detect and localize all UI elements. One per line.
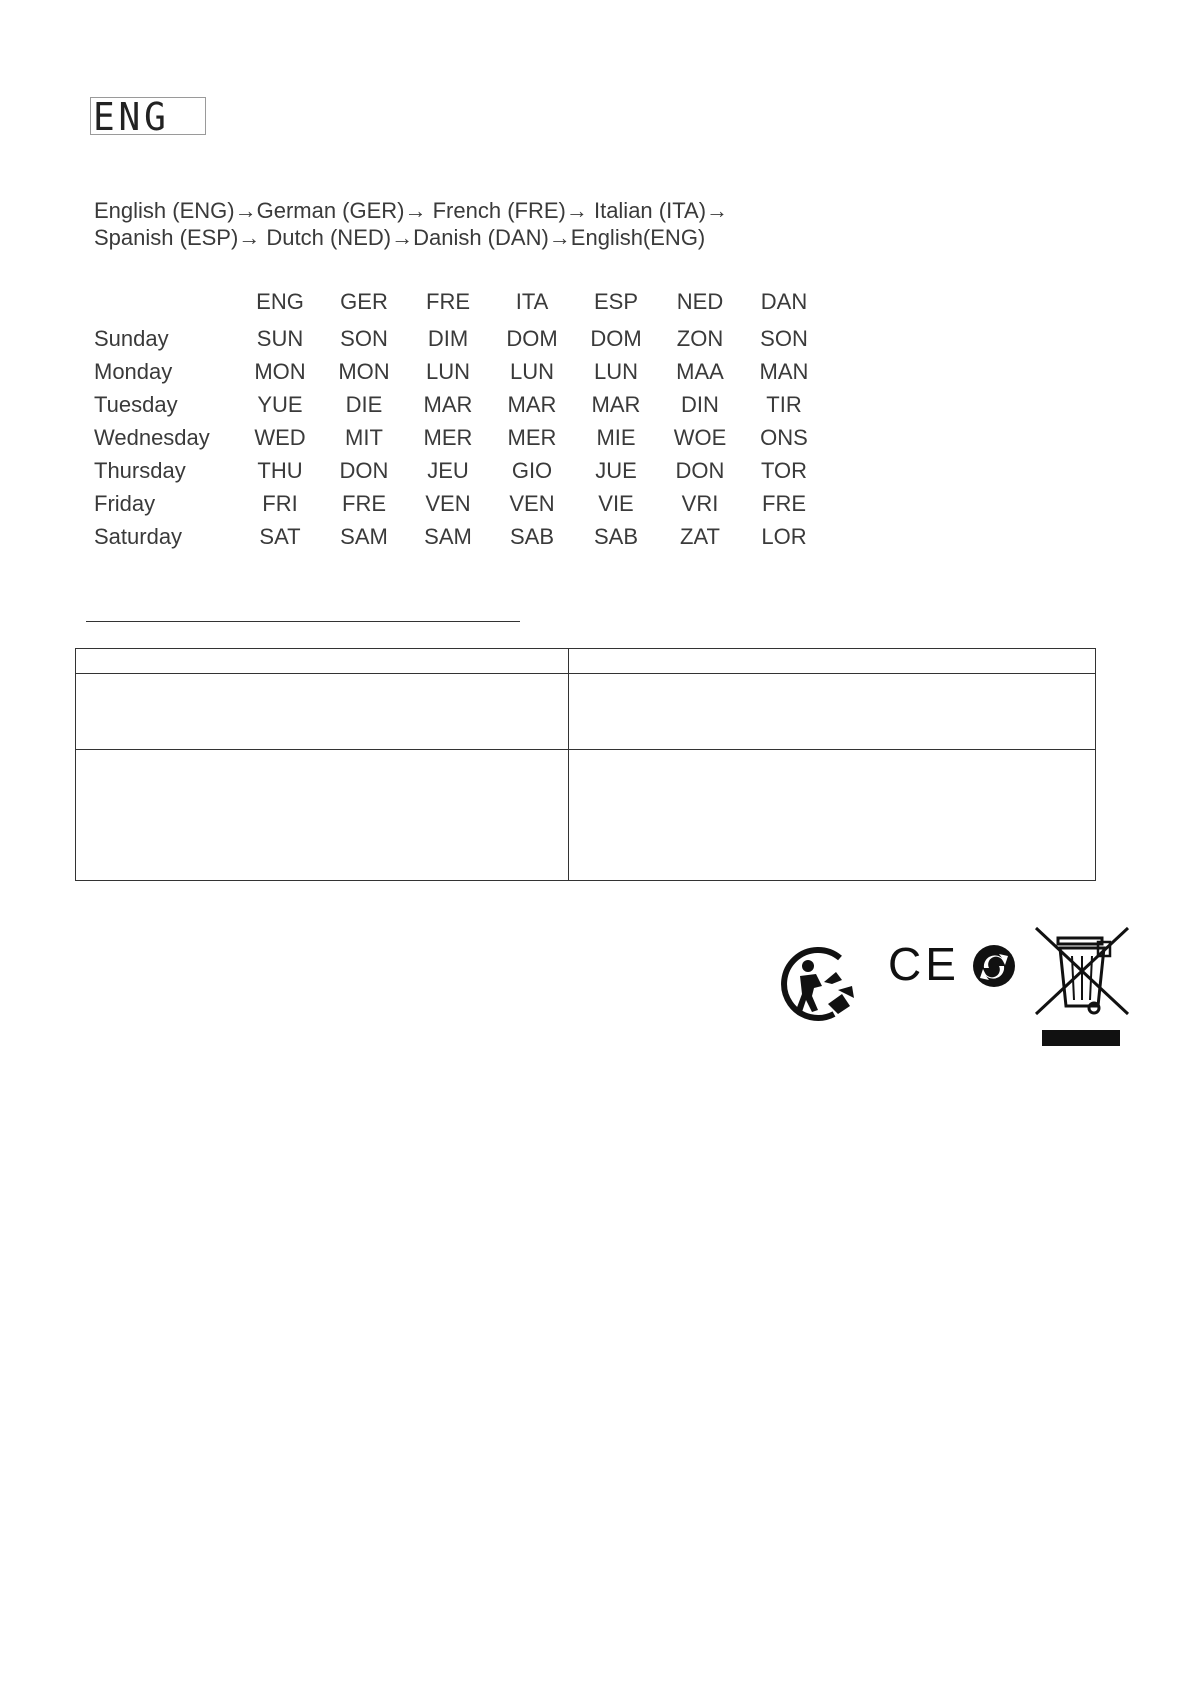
- column-header: ENG: [256, 289, 304, 314]
- table-cell: SAM: [424, 523, 472, 549]
- table-row: [94, 520, 826, 553]
- table-cell: JEU: [427, 457, 469, 483]
- row-label: Friday: [94, 490, 156, 516]
- table-cell: MAN: [759, 358, 809, 384]
- table-cell: DIN: [681, 391, 719, 417]
- table-cell: SAM: [340, 523, 388, 549]
- table-cell: MAR: [591, 391, 641, 417]
- table-cell: SAB: [509, 523, 555, 549]
- column-header: FRE: [426, 289, 470, 314]
- section-divider: [86, 621, 520, 622]
- table-cell: VIE: [598, 490, 634, 516]
- table-header-row: [94, 282, 826, 322]
- table-cell: DIM: [427, 325, 469, 351]
- table-cell: THU: [257, 457, 303, 483]
- table-row: [94, 454, 826, 487]
- table-cell: JUE: [595, 457, 637, 483]
- table-cell: SUN: [256, 325, 304, 351]
- table-row: [94, 355, 826, 388]
- table-cell: FRE: [762, 490, 806, 516]
- column-header: NED: [676, 289, 724, 314]
- lcd-text: ENG: [93, 95, 170, 139]
- table-cell: SON: [340, 325, 388, 351]
- ce-mark-icon: [888, 940, 968, 988]
- table-cell: FRI: [262, 490, 298, 516]
- column-header: GER: [340, 289, 388, 314]
- table-cell: DON: [675, 457, 725, 483]
- table-cell: MAR: [423, 391, 473, 417]
- row-label: Tuesday: [94, 391, 178, 417]
- table-cell: DON: [339, 457, 389, 483]
- table-cell: VEN: [509, 490, 555, 516]
- row-label: Wednesday: [94, 424, 210, 450]
- column-header: DAN: [760, 289, 808, 314]
- table-row: [94, 322, 826, 355]
- table-cell: LUN: [593, 358, 638, 384]
- row-label: Sunday: [94, 325, 169, 351]
- table-cell: MON: [338, 358, 390, 384]
- table-cell: TIR: [766, 391, 802, 417]
- table-cell: WOE: [673, 424, 727, 450]
- table-cell: WED: [254, 424, 306, 450]
- table-cell: MIE: [596, 424, 636, 450]
- blank-table: [75, 648, 1096, 881]
- table-cell: FRE: [342, 490, 386, 516]
- table-cell: MAR: [507, 391, 557, 417]
- table-cell: MIT: [345, 424, 383, 450]
- table-cell: VEN: [425, 490, 471, 516]
- row-label: Monday: [94, 358, 173, 384]
- column-header: ITA: [515, 289, 549, 314]
- table-cell: SAB: [593, 523, 639, 549]
- table-cell: LUN: [509, 358, 554, 384]
- ce-mark-text: CE: [888, 938, 960, 990]
- weee-bin-icon: [1032, 926, 1132, 1050]
- table-cell: DOM: [590, 325, 642, 351]
- table-row: [94, 388, 826, 421]
- table-cell: MER: [507, 424, 557, 450]
- triman-icon: [778, 944, 860, 1026]
- lcd-display: [90, 95, 206, 139]
- table-cell: SON: [760, 325, 808, 351]
- row-label: Thursday: [94, 457, 186, 483]
- language-cycle-line-2: Spanish (ESP)→ Dutch (NED)→Danish (DAN)→English(ENG): [94, 225, 706, 250]
- table-cell: SAT: [259, 523, 301, 549]
- table-cell: GIO: [511, 457, 553, 483]
- table-cell: YUE: [257, 391, 303, 417]
- table-row: [94, 487, 826, 520]
- table-column-rule: [568, 649, 569, 880]
- table-cell: ZAT: [680, 523, 720, 549]
- weekday-language-table: [94, 282, 826, 553]
- language-cycle-line-1: English (ENG)→German (GER)→ French (FRE)→ Italian (ITA)→: [94, 198, 729, 223]
- table-cell: MER: [423, 424, 473, 450]
- table-cell: LOR: [761, 523, 807, 549]
- row-label: Saturday: [94, 523, 183, 549]
- green-dot-icon: [972, 944, 1016, 988]
- table-cell: TOR: [760, 457, 808, 483]
- table-cell: VRI: [681, 490, 719, 516]
- table-cell: MAA: [676, 358, 724, 384]
- table-cell: ZON: [676, 325, 724, 351]
- table-cell: DOM: [506, 325, 558, 351]
- table-rule: [76, 749, 1095, 750]
- table-cell: LUN: [425, 358, 470, 384]
- column-header: ESP: [593, 289, 639, 314]
- table-rule: [76, 673, 1095, 674]
- table-row: [94, 421, 826, 454]
- table-cell: MON: [254, 358, 306, 384]
- table-cell: DIE: [345, 391, 383, 417]
- table-cell: ONS: [760, 424, 808, 450]
